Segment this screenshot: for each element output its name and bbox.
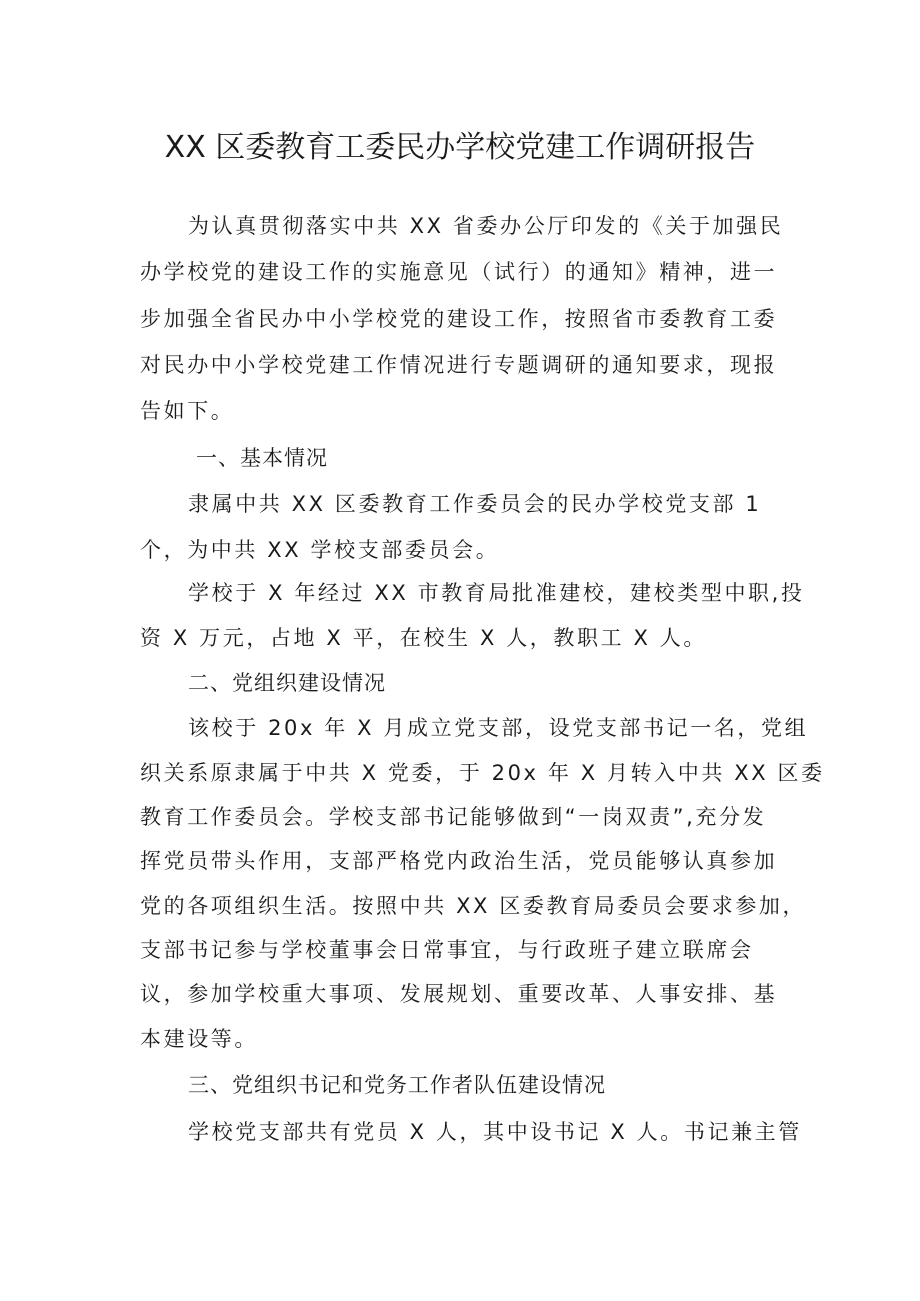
document-title: XX 区委教育工委民办学校党建工作调研报告 [164, 130, 756, 165]
section2-line-6: 支部书记参与学校董事会日常事宜，与行政班子建立联席会 [140, 938, 754, 962]
section-heading-staff: 三、党组织书记和党务工作者队伍建设情况 [188, 1073, 606, 1097]
section1-para1-line-2: 个，为中共 XX 学校支部委员会。 [140, 538, 500, 562]
intro-line-4: 对民办中小学校党建工作情况进行专题调研的通知要求，现报 [140, 353, 778, 377]
intro-line-1: 为认真贯彻落实中共 XX 省委办公厅印发的《关于加强民 [188, 214, 784, 238]
intro-line-5: 告如下。 [140, 399, 235, 423]
section1-para2-line-1: 学校于 X 年经过 XX 市教育局批准建校，建校类型中职,投 [188, 581, 805, 605]
section-heading-basic: 一、基本情况 [196, 446, 328, 470]
section-heading-org: 二、党组织建设情况 [188, 671, 386, 695]
section3-line-1: 学校党支部共有党员 X 人，其中设书记 X 人。书记兼主管 [188, 1120, 802, 1144]
intro-line-3: 步加强全省民办中小学校党的建设工作，按照省市委教育工委 [140, 307, 778, 331]
section2-line-3: 教育工作委员会。学校支部书记能够做到“一岗双责”,充分发 [140, 805, 767, 829]
section2-line-8: 本建设等。 [140, 1027, 258, 1051]
section2-line-2: 织关系原隶属于中共 X 党委，于 20x 年 X 月转入中共 XX 区委 [140, 761, 825, 785]
section1-para2-line-2: 资 X 万元，占地 X 平，在校生 X 人，教职工 X 人。 [140, 626, 707, 650]
intro-line-2: 办学校党的建设工作的实施意见（试行）的通知》精神，进一 [140, 260, 778, 284]
section2-line-1: 该校于 20x 年 X 月成立党支部，设党支部书记一名，党组 [188, 716, 809, 740]
section1-para1-line-1: 隶属中共 XX 区委教育工作委员会的民办学校党支部 1 [188, 492, 762, 516]
section2-line-5: 党的各项组织生活。按照中共 XX 区委教育局委员会要求参加， [140, 894, 807, 918]
section2-line-7: 议，参加学校重大事项、发展规划、重要改革、人事安排、基 [140, 982, 778, 1006]
section2-line-4: 挥党员带头作用，支部严格党内政治生活，党员能够认真参加 [140, 849, 778, 873]
